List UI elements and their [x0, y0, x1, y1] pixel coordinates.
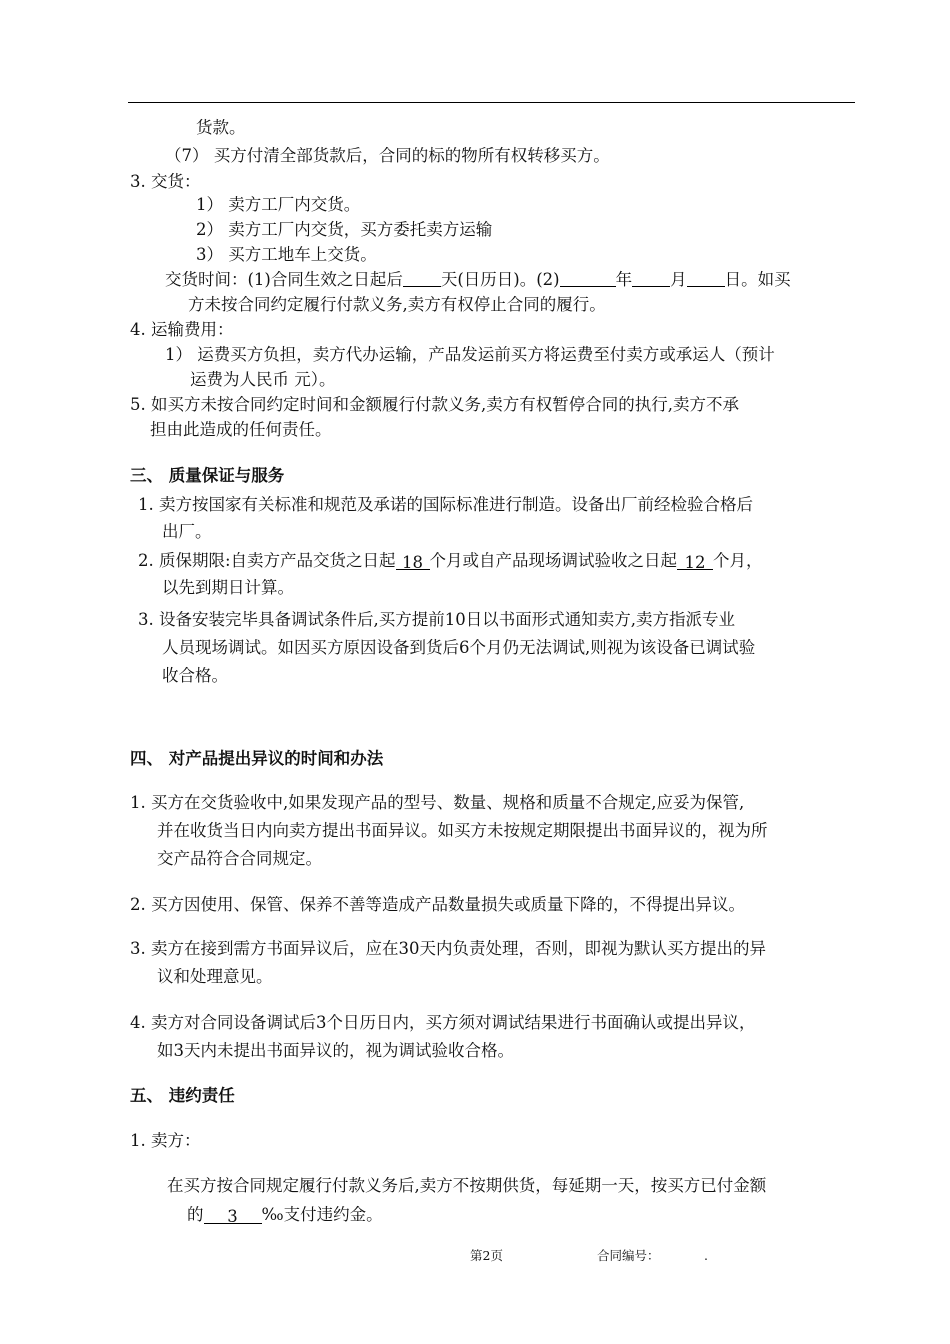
text-line: 货款。 [196, 118, 246, 137]
text-line: 3. 交货： [130, 172, 201, 191]
text-line: 3. 设备安装完毕具备调试条件后,买方提前10日以书面形式通知卖方,卖方指派专业 [138, 610, 735, 629]
blank-field [403, 268, 441, 287]
contract-number-value: . [704, 1248, 708, 1263]
text-line: 交产品符合合同规定。 [157, 849, 322, 868]
text-line: 5. 如买方未按合同约定时间和金额履行付款义务,卖方有权暂停合同的执行,卖方不承 [130, 395, 739, 414]
header-rule [128, 102, 855, 103]
text-line: 并在收货当日内向卖方提出书面异议。如买方未按规定期限提出书面异议的，视为所 [157, 821, 768, 840]
page-number: 第2页 [470, 1248, 503, 1263]
section-heading: 三、 质量保证与服务 [130, 466, 285, 485]
warranty-line: 2. 质保期限:自卖方产品交货之日起 18 个月或自产品现场调试验收之日起 12 个月， [138, 551, 763, 572]
text-line: 1. 卖方按国家有关标准和规范及承诺的国际标准进行制造。设备出厂前经检验合格后 [138, 495, 753, 514]
text-line: 人员现场调试。如因买方原因设备到货后6个月仍无法调试,则视为该设备已调试验 [162, 638, 756, 657]
text-line: 1） 运费买方负担，卖方代办运输，产品发运前买方将运费至付卖方或承运人（预计 [165, 345, 775, 364]
text-line: 方未按合同约定履行付款义务,卖方有权停止合同的履行。 [188, 295, 606, 314]
text-line: 如3天内未提出书面异议的，视为调试验收合格。 [157, 1041, 514, 1060]
text-line: 1. 买方在交货验收中,如果发现产品的型号、数量、规格和质量不合规定,应妥为保管, [130, 793, 745, 812]
text-line: 议和处理意见。 [157, 967, 273, 986]
text-line: 2） 卖方工厂内交货，买方委托卖方运输 [196, 220, 493, 239]
section-heading: 四、 对产品提出异议的时间和办法 [130, 749, 384, 768]
text-line: 运费为人民币 元）。 [190, 370, 336, 389]
text-line: 2. 买方因使用、保管、保养不善等造成产品数量损失或质量下降的，不得提出异议。 [130, 895, 745, 914]
delivery-time-line: 交货时间：(1)合同生效之日起后 天(日历日)。(2) 年 月 日。如买 [165, 270, 791, 289]
contract-number-label: 合同编号： [597, 1248, 660, 1263]
text-line: 出厂。 [162, 522, 212, 541]
text-line: 4. 运输费用： [130, 320, 234, 339]
text-line: （7） 买方付清全部货款后，合同的标的物所有权转移买方。 [165, 146, 610, 165]
text-line: 担由此造成的任何责任。 [150, 420, 332, 439]
text-line: 1. 卖方： [130, 1131, 201, 1150]
text-line: 在买方按合同规定履行付款义务后,卖方不按期供货，每延期一天，按买方已付金额 [167, 1176, 767, 1195]
blank-field [560, 268, 616, 287]
text-line: 3） 买方工地车上交货。 [196, 245, 377, 264]
text-line: 4. 卖方对合同设备调试后3个日历日内，买方须对调试结果进行书面确认或提出异议， [130, 1013, 756, 1032]
text-line: 3. 卖方在接到需方书面异议后，应在30天内负责处理，否则，即视为默认买方提出的异 [130, 939, 766, 958]
text-line: 1） 卖方工厂内交货。 [196, 195, 361, 214]
filled-blank: 18 [396, 551, 430, 570]
text-line: 以先到期日计算。 [162, 578, 294, 597]
text-line: 收合格。 [162, 666, 228, 685]
blank-field [687, 268, 725, 287]
filled-blank: 3 [204, 1205, 262, 1224]
filled-blank: 12 [677, 551, 713, 570]
section-heading: 五、 违约责任 [130, 1086, 235, 1105]
blank-field [632, 268, 670, 287]
penalty-line: 的 3 ‰支付违约金。 [187, 1205, 383, 1226]
